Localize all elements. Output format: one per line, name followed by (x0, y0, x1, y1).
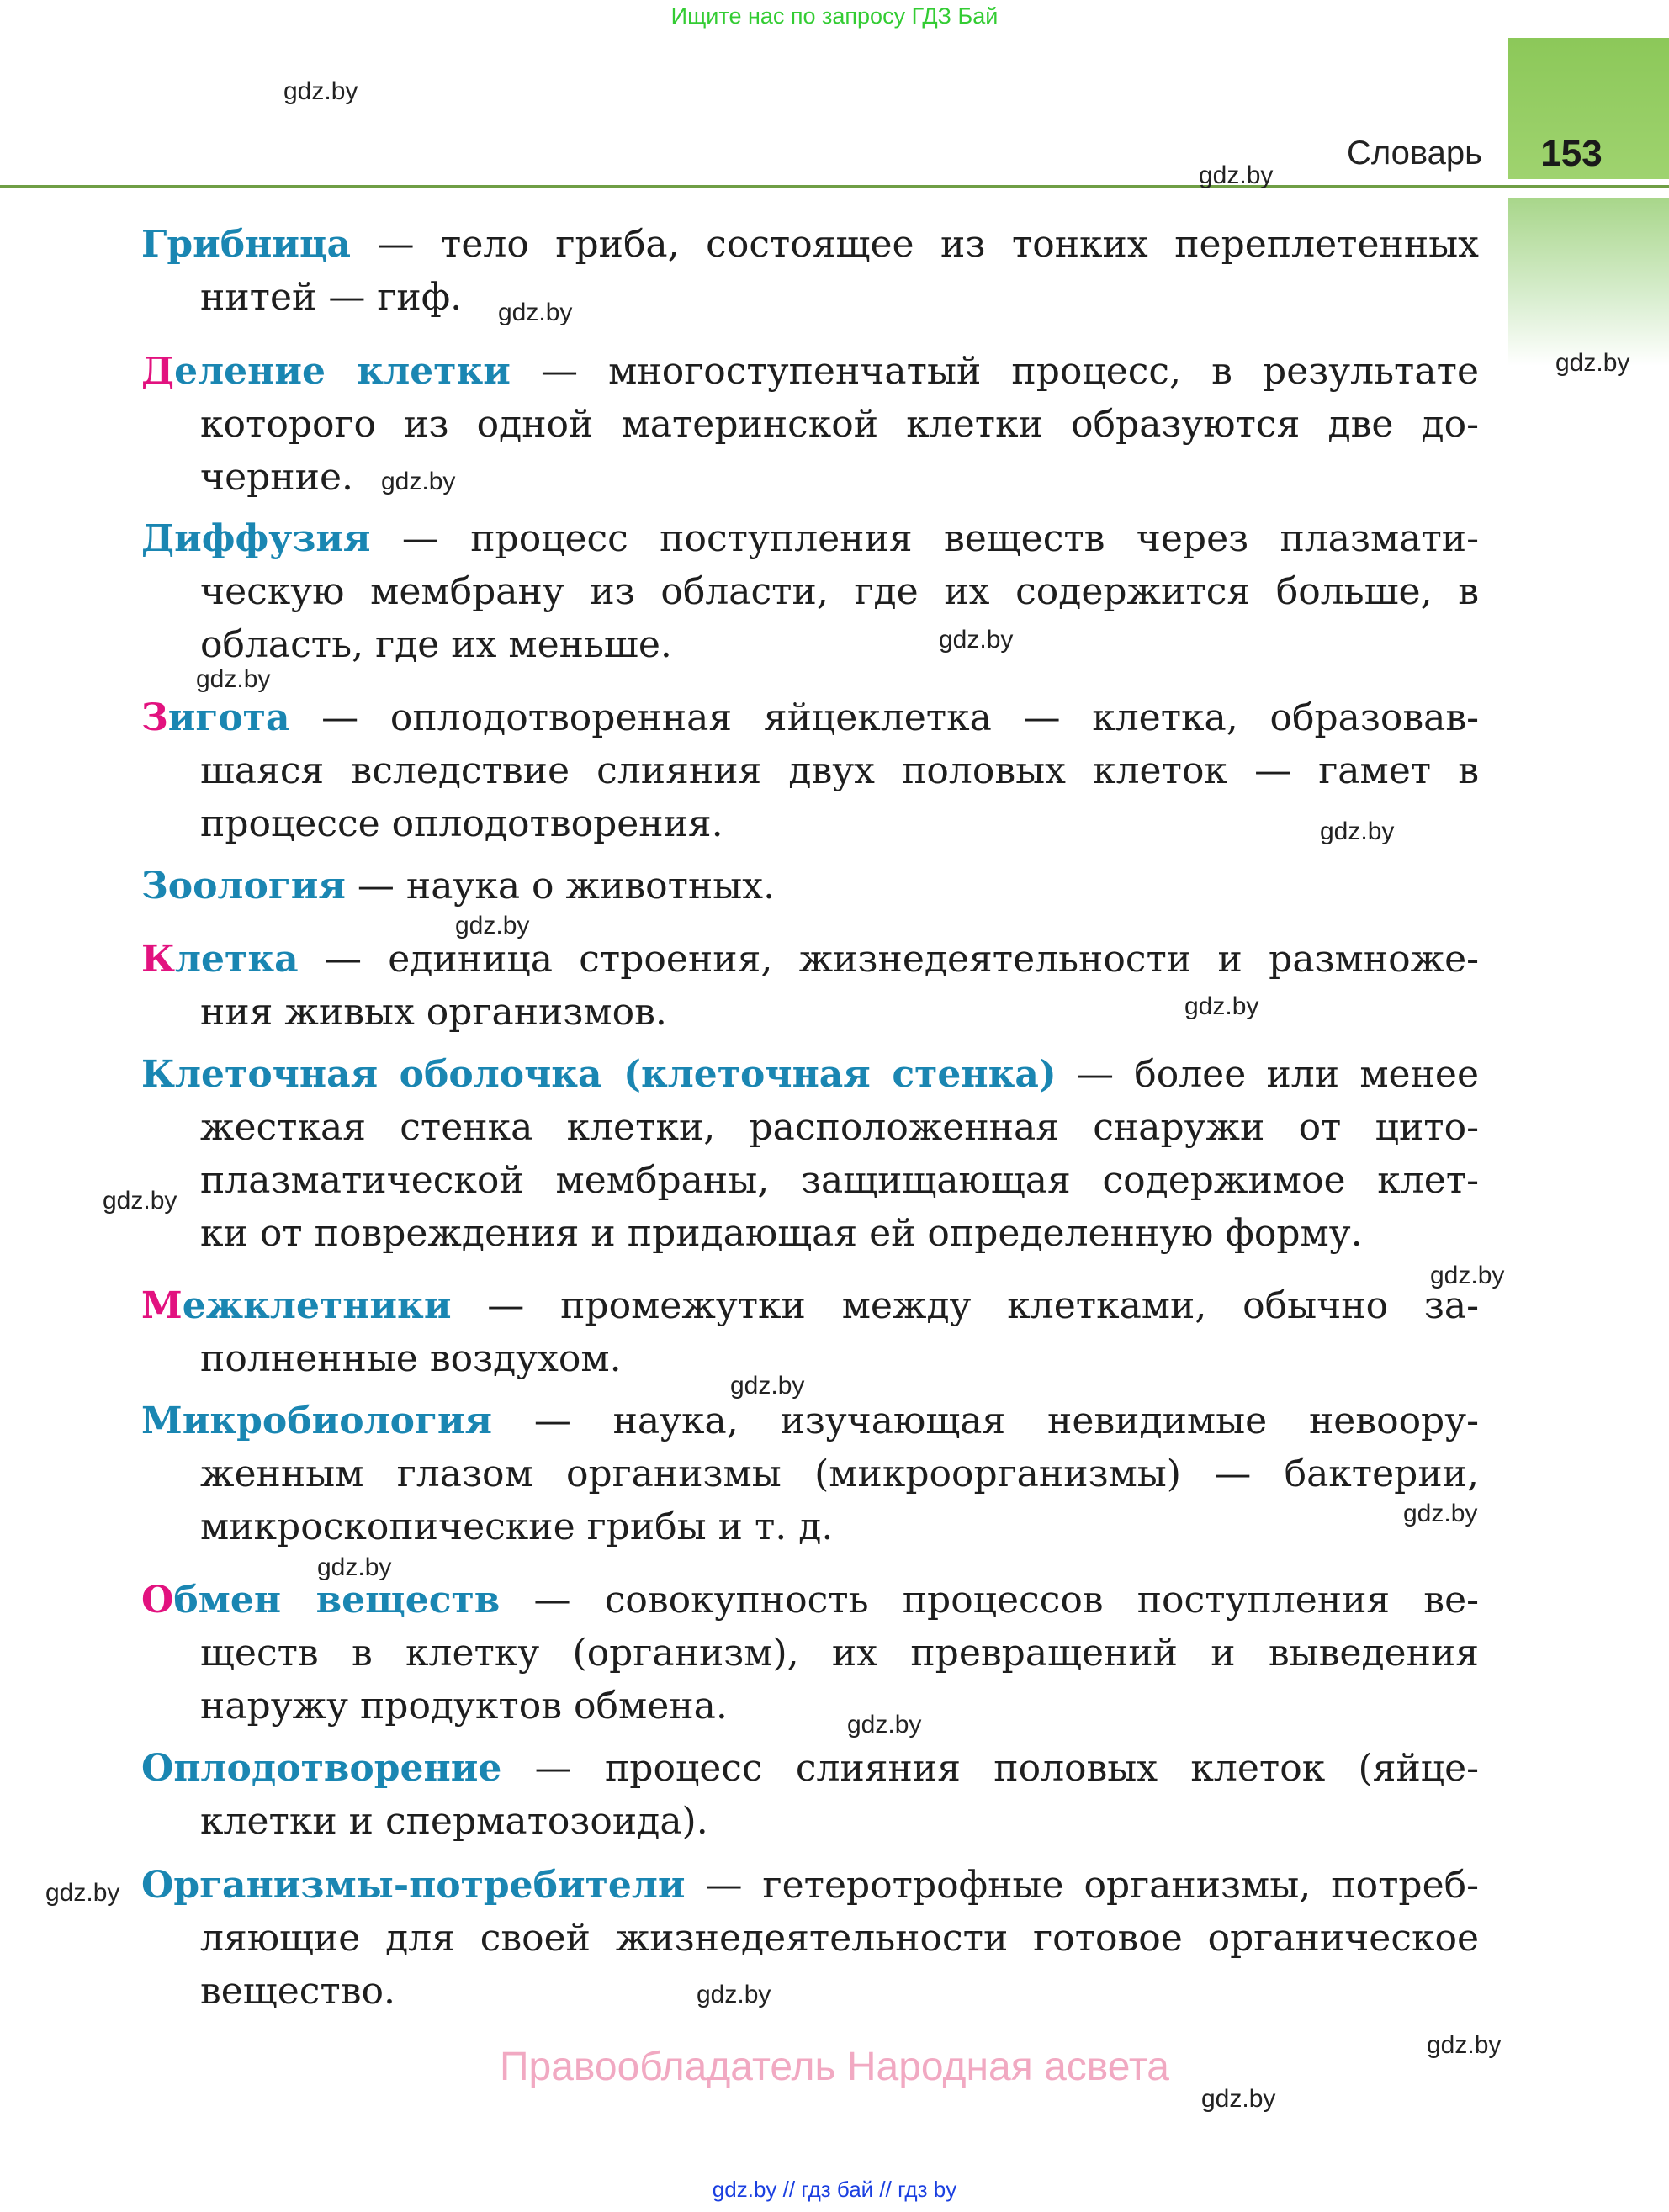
term-initial: Г (141, 223, 167, 266)
watermark: gdz.by (317, 1553, 392, 1581)
definition-text: — оплодотворенная яйцеклетка — клетка, образовав- (321, 696, 1479, 739)
definition-line (200, 398, 1479, 451)
definition-text: — наука, изучающая невидимые невоору- (533, 1400, 1479, 1442)
definition-text: область, где их меньше. (200, 623, 672, 666)
definition-text: жесткая стенка клетки, расположенная снаружи от цито- (200, 1106, 1479, 1149)
watermark: gdz.by (847, 1711, 922, 1738)
glossary-term (141, 696, 289, 739)
definition-line (141, 933, 1479, 986)
term-initial: Д (141, 517, 175, 560)
definition-line (200, 797, 1479, 850)
term-rest: леточная оболочка (клеточная стенка) (175, 1053, 1057, 1096)
definition-line (200, 1207, 1479, 1260)
definition-line (200, 1332, 1479, 1385)
term-initial: З (141, 865, 168, 908)
page-number: 153 (1540, 133, 1603, 174)
term-initial: О (141, 1864, 174, 1907)
definition-text: женным глазом организмы (микроорганизмы) — бактерии, (200, 1453, 1479, 1495)
watermark: gdz.by (381, 468, 456, 495)
definition-text: — многоступенчатый процесс, в результате (541, 350, 1479, 393)
definition-text: полненные воздухом. (200, 1337, 622, 1380)
term-rest: бмен веществ (173, 1579, 501, 1622)
watermark: gdz.by (1555, 349, 1630, 377)
glossary-term (141, 1284, 451, 1327)
term-rest: оология (167, 865, 346, 908)
watermark: gdz.by (103, 1187, 177, 1214)
glossary-entry (141, 218, 1479, 324)
definition-text: которого из одной материнской клетки образуются две до- (200, 403, 1479, 446)
term-initial: О (141, 1747, 174, 1790)
header-divider (0, 185, 1669, 188)
watermark: gdz.by (283, 77, 358, 105)
definition-text: ния живых организмов. (200, 991, 667, 1034)
term-initial: М (141, 1400, 183, 1442)
watermark: gdz.by (498, 299, 573, 326)
definition-text: — тело гриба, состоящее из тонких переплетенных (377, 223, 1479, 266)
definition-line (200, 1912, 1479, 1965)
definition-text: — более или менее (1076, 1053, 1479, 1096)
glossary-term (141, 865, 346, 908)
definition-text: — промежутки между клетками, обычно за- (487, 1284, 1479, 1327)
term-rest: ежклетники (182, 1284, 452, 1327)
watermark: gdz.by (196, 665, 271, 693)
term-rest: иффузия (174, 517, 371, 560)
glossary-entry (141, 345, 1479, 504)
glossary-term (141, 517, 371, 560)
term-rest: рибница (167, 223, 351, 266)
glossary-entry (141, 1394, 1479, 1553)
watermark: gdz.by (1403, 1500, 1478, 1527)
footer-links[interactable]: gdz.by // гдз бай // гдз by (712, 2177, 957, 2202)
copyright-owner: Правообладатель Народная асвета (500, 2045, 1169, 2089)
term-initial: З (141, 696, 168, 739)
glossary-entry (141, 1742, 1479, 1848)
watermark: gdz.by (1184, 992, 1259, 1020)
watermark: gdz.by (1427, 2031, 1502, 2059)
definition-text: — гетеротрофные организмы, потреб- (705, 1864, 1479, 1907)
definition-text: — единица строения, жизнедеятельности и размноже- (324, 938, 1479, 981)
watermark: gdz.by (1320, 818, 1395, 845)
watermark: gdz.by (1199, 161, 1274, 189)
definition-text: наружу продуктов обмена. (200, 1685, 728, 1728)
definition-text: плазматической мембраны, защищающая содержимое клет- (200, 1159, 1479, 1202)
definition-line (200, 1154, 1479, 1207)
definition-line (200, 744, 1479, 797)
watermark: gdz.by (455, 912, 530, 939)
definition-line (141, 1048, 1479, 1101)
watermark: gdz.by (697, 1981, 771, 2008)
definition-line (141, 1279, 1479, 1332)
glossary-term (141, 1053, 1057, 1096)
watermark: gdz.by (1430, 1262, 1505, 1289)
definition-text: шаяся вследствие слияния двух половых клеток — гамет в (200, 749, 1479, 792)
definition-line (200, 271, 1479, 324)
glossary-entry (141, 1574, 1479, 1733)
definition-line (141, 1394, 1479, 1447)
definition-line (200, 1965, 1479, 2018)
term-rest: летка (175, 938, 299, 981)
search-banner: Ищите нас по запросу ГДЗ Бай (670, 3, 999, 29)
term-initial: К (141, 1053, 176, 1096)
glossary-entry (141, 1859, 1479, 2018)
definition-text: — процесс слияния половых клеток (яйце- (534, 1747, 1479, 1790)
definition-line (200, 1627, 1479, 1680)
glossary-entry (141, 691, 1479, 850)
glossary-entry (141, 1279, 1479, 1385)
definition-text: — совокупность процессов поступления ве- (533, 1579, 1479, 1622)
definition-line (141, 691, 1479, 744)
watermark: gdz.by (1201, 2085, 1276, 2113)
term-initial: М (141, 1284, 183, 1327)
definition-line (141, 345, 1479, 398)
definition-line (141, 512, 1479, 565)
watermark: gdz.by (730, 1372, 805, 1400)
definition-line (200, 1680, 1479, 1733)
definition-line (141, 1742, 1479, 1795)
definition-text: клетки и сперматозоида). (200, 1800, 708, 1843)
term-initial: К (141, 938, 176, 981)
definition-text: ческую мембрану из области, где их содержится больше, в (200, 570, 1479, 613)
glossary-term (141, 223, 351, 266)
definition-text: — процесс поступления веществ через плазмати- (401, 517, 1479, 560)
term-rest: рганизмы-потребители (173, 1864, 686, 1907)
definition-line (200, 1500, 1479, 1553)
definition-text: ляющие для своей жизнедеятельности готовое органическое (200, 1917, 1479, 1960)
definition-text: — наука о животных. (357, 865, 776, 908)
glossary-term (141, 1864, 686, 1907)
section-title: Словарь (1346, 135, 1482, 172)
definition-line (200, 618, 1479, 671)
page-tab-gradient (1508, 198, 1669, 366)
definition-text: ки от повреждения и придающая ей определенную форму. (200, 1212, 1363, 1255)
definition-line (200, 1795, 1479, 1848)
term-rest: плодотворение (173, 1747, 502, 1790)
definition-line (200, 986, 1479, 1039)
glossary-term (141, 1579, 500, 1622)
glossary-entry (141, 512, 1479, 671)
term-rest: икробиология (182, 1400, 493, 1442)
glossary-entry (141, 1048, 1479, 1260)
watermark: gdz.by (45, 1879, 120, 1907)
glossary-term (141, 938, 299, 981)
term-rest: еление клетки (174, 350, 511, 393)
definition-line (141, 1859, 1479, 1912)
definition-line (200, 565, 1479, 618)
term-initial: Д (141, 350, 175, 393)
definition-text: вещество. (200, 1970, 395, 2013)
glossary-term (141, 350, 511, 393)
definition-text: ществ в клетку (организм), их превращений и выведения (200, 1632, 1479, 1675)
definition-line (200, 1447, 1479, 1500)
definition-text: черние. (200, 456, 353, 499)
definition-text: микроскопические грибы и т. д. (200, 1506, 834, 1548)
glossary-entry (141, 860, 1479, 913)
definition-line (200, 1101, 1479, 1154)
term-rest: игота (167, 696, 290, 739)
glossary-entry (141, 933, 1479, 1039)
definition-line (141, 218, 1479, 271)
glossary-term (141, 1400, 492, 1442)
glossary-term (141, 1747, 501, 1790)
watermark: gdz.by (939, 626, 1014, 654)
definition-text: процессе оплодотворения. (200, 802, 723, 845)
definition-text: нитей — гиф. (200, 276, 463, 319)
term-initial: О (141, 1579, 174, 1622)
definition-line (141, 860, 1479, 913)
